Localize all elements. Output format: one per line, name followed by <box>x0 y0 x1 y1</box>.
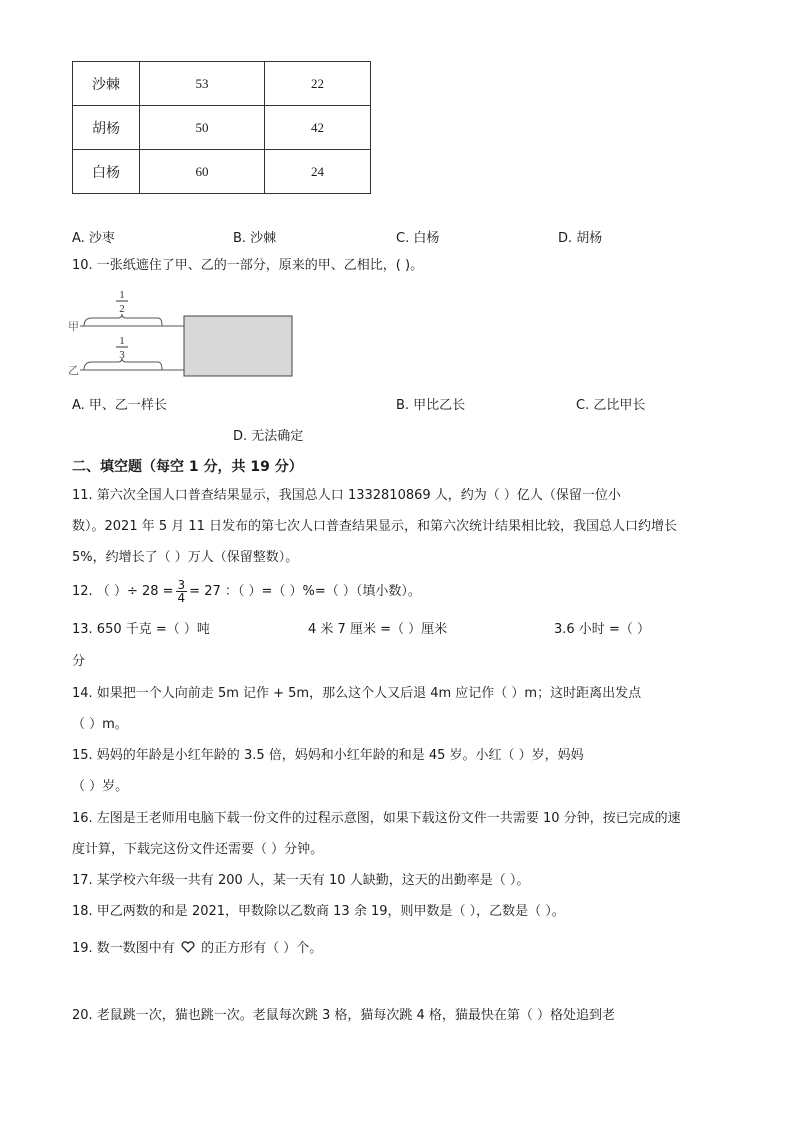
brace-top <box>84 314 162 326</box>
question-14-line2: （ ）m。 <box>72 717 128 732</box>
heart-icon <box>181 941 195 953</box>
q19-prefix: 19. 数一数图中有 <box>72 941 175 956</box>
q10-option-b: B. 甲比乙长 <box>396 398 466 413</box>
q12-suffix: = 27 ：（ ）=（ ）%=（ ）（填小数）。 <box>189 584 421 599</box>
table-cell: 53 <box>140 62 265 106</box>
q12-fraction-denominator: 4 <box>177 591 186 605</box>
q10-figure <box>66 286 296 378</box>
question-20: 20. 老鼠跳一次，猫也跳一次。老鼠每次跳 3 格，猫每次跳 4 格，猫最快在第（ ）格处追到老 <box>72 1008 616 1023</box>
question-16-line2: 度计算，下载完这份文件还需要（ ）分钟。 <box>72 842 324 857</box>
q12-fraction <box>176 579 188 604</box>
question-13-line2: 分 <box>72 654 86 669</box>
q10-option-d: D. 无法确定 <box>233 429 304 444</box>
question-13-part1: 13. 650 千克 =（ ）吨 <box>72 622 210 637</box>
table-cell: 42 <box>265 106 371 150</box>
q19-suffix: 的正方形有（ ）个。 <box>201 941 323 956</box>
frac-top-numerator: 1 <box>119 289 125 301</box>
question-17: 17. 某学校六年级一共有 200 人，某一天有 10 人缺勤，这天的出勤率是（ ）。 <box>72 873 530 888</box>
frac-top-denominator: 2 <box>119 303 125 315</box>
q9-option-b: B. 沙棘 <box>233 231 277 246</box>
q12-prefix: 12. （ ）÷ 28 = <box>72 584 174 599</box>
question-10-text: 10. 一张纸遮住了甲、乙的一部分，原来的甲、乙相比，( )。 <box>72 258 424 273</box>
table-cell: 60 <box>140 150 265 194</box>
question-11-line1: 11. 第六次全国人口普查结果显示，我国总人口 1332810869 人，约为（ ）亿人（保留一位小 <box>72 488 621 503</box>
q12-fraction-numerator: 3 <box>177 578 186 592</box>
table-row <box>73 106 371 150</box>
question-11-line2: 数）。2021 年 5 月 11 日发布的第七次人口普查结果显示，和第六次统计结果相比较，我国总人口约增长 <box>72 519 678 534</box>
q10-option-a: A. 甲、乙一样长 <box>72 398 167 413</box>
table-cell: 50 <box>140 106 265 150</box>
table-cell: 白杨 <box>73 150 140 194</box>
question-19 <box>72 941 322 957</box>
tree-data-table <box>72 61 371 194</box>
frac-bottom-denominator: 3 <box>119 349 125 361</box>
question-18: 18. 甲乙两数的和是 2021，甲数除以乙数商 13 余 19，则甲数是（ ），乙数是（ ）。 <box>72 904 565 919</box>
table-cell: 24 <box>265 150 371 194</box>
frac-bottom-numerator: 1 <box>119 335 125 347</box>
yi-label: 乙 <box>68 364 79 377</box>
jia-label: 甲 <box>68 320 79 333</box>
q9-option-a: A. 沙枣 <box>72 231 115 246</box>
question-16-line1: 16. 左图是王老师用电脑下载一份文件的过程示意图，如果下载这份文件一共需要 10 分钟，按已完成的速 <box>72 811 681 826</box>
table-cell: 沙棘 <box>73 62 140 106</box>
table-row <box>73 62 371 106</box>
question-13-part2: 4 米 7 厘米 =（ ）厘米 <box>308 622 448 637</box>
table-cell: 22 <box>265 62 371 106</box>
question-14-line1: 14. 如果把一个人向前走 5m 记作 + 5m，那么这个人又后退 4m 应记作（ ）m；这时距离出发点 <box>72 686 642 701</box>
q10-option-c: C. 乙比甲长 <box>576 398 646 413</box>
question-15-line2: （ ）岁。 <box>72 779 129 794</box>
question-13-part3: 3.6 小时 =（ ） <box>554 622 650 637</box>
q9-option-c: C. 白杨 <box>396 231 440 246</box>
question-15-line1: 15. 妈妈的年龄是小红年龄的 3.5 倍，妈妈和小红年龄的和是 45 岁。小红（ ）岁，妈妈 <box>72 748 584 763</box>
table-row <box>73 150 371 194</box>
covering-paper <box>184 316 292 376</box>
q9-option-d: D. 胡杨 <box>558 231 603 246</box>
table-cell: 胡杨 <box>73 106 140 150</box>
question-11-line3: 5%，约增长了（ ）万人（保留整数）。 <box>72 550 299 565</box>
section-heading: 二、填空题（每空 1 分，共 19 分） <box>72 459 303 475</box>
question-12 <box>72 579 421 605</box>
